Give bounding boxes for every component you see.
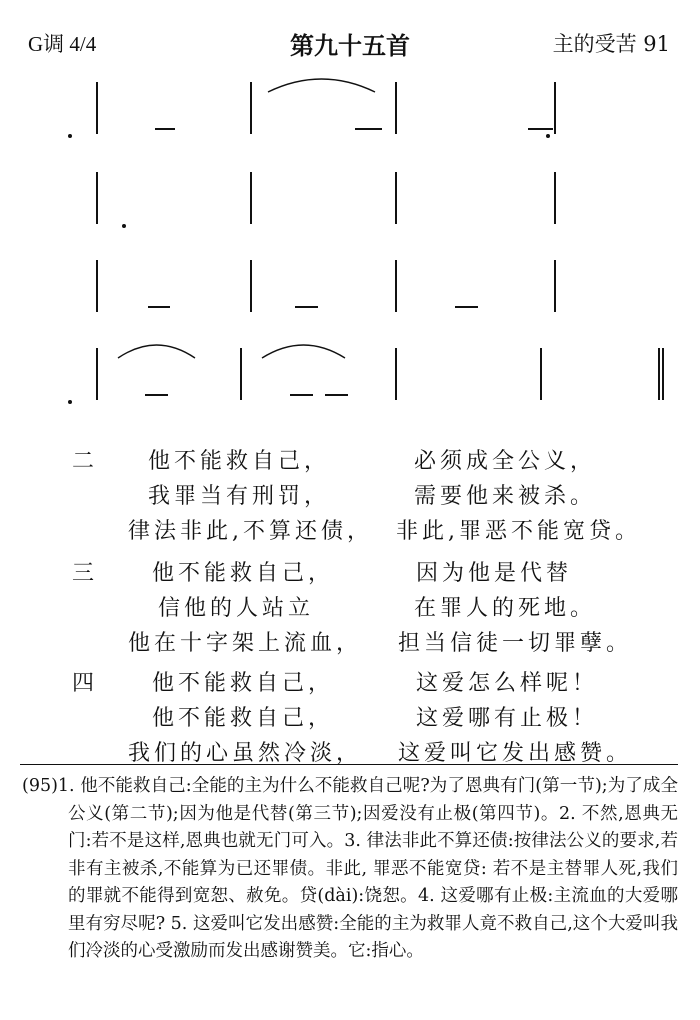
eighth-underline — [148, 306, 170, 308]
barline — [554, 260, 556, 312]
barline — [96, 172, 98, 224]
verse-line: 信他的人站立 — [158, 596, 315, 621]
verse-line: 他不能救自己， — [148, 449, 331, 474]
eighth-underline — [355, 128, 382, 130]
verse-line: 这爱哪有止极！ — [416, 706, 599, 731]
footnote-text: (95)1. 他不能救自己:全能的主为什么不能救自己呢?为了恩典有门(第一节);为了成全公义(第二节);因为他是代替(第三节);因爱没有止极(第四节)。2. 不然,恩典无门:若不是这样,恩典也就无门可入。3. 律法非此不算还债:按律法公义的要求,若非有主被杀,不能算为已还罪债。非此, 罪恶不能宽贷: 若不是主替罪人死,我们的罪就不能得到宽恕、赦免。贷(dài):饶恕。4. 这爱哪有止极:主流血的大爱哪里有穷尽呢? 5. 这爱叫它发出感赞:全能的主为救罪人竟不救自己,这个大爱叫我们冷淡的心受激励而发出感谢赞美。它:指心。 — [22, 776, 678, 961]
verse-line: 他不能救自己， — [152, 561, 335, 586]
verse-line: 非此,罪恶不能宽贷。 — [396, 519, 641, 544]
barline — [662, 348, 664, 400]
verse-line: 律法非此,不算还债， — [128, 519, 373, 544]
barline — [658, 348, 660, 400]
eighth-underline — [155, 128, 175, 130]
verse-number: 四 — [72, 671, 95, 696]
barline — [554, 82, 556, 134]
eighth-underline — [455, 306, 478, 308]
barline — [395, 348, 397, 400]
lower-octave-dot — [68, 134, 72, 138]
verse-line: 他不能救自己， — [152, 671, 335, 696]
verse-line: 因为他是代替 — [416, 561, 573, 586]
verse-line: 担当信徒一切罪孽。 — [398, 631, 633, 656]
verse-line: 他在十字架上流血， — [128, 631, 363, 656]
verse-number: 三 — [72, 561, 95, 586]
verse-line: 在罪人的死地。 — [414, 596, 597, 621]
barline — [395, 260, 397, 312]
slur — [262, 345, 345, 358]
verse-line: 他不能救自己， — [152, 706, 335, 731]
barline — [250, 82, 252, 134]
verse-line: 我罪当有刑罚， — [148, 484, 331, 509]
key-time-signature: G调 4/4 — [28, 32, 97, 56]
barline — [240, 348, 242, 400]
verse-number: 二 — [72, 449, 95, 474]
barline — [395, 82, 397, 134]
slur-layer — [0, 0, 700, 440]
eighth-underline — [295, 306, 318, 308]
footnotes — [20, 764, 678, 966]
lower-octave-dot — [546, 134, 550, 138]
barline — [250, 172, 252, 224]
hymn-title: 第九十五首 — [290, 32, 410, 60]
verse-line: 需要他来被杀。 — [414, 484, 597, 509]
eighth-underline — [145, 394, 168, 396]
verse-line: 必须成全公义， — [414, 449, 597, 474]
barline — [395, 172, 397, 224]
slur — [118, 345, 195, 358]
barline — [554, 172, 556, 224]
barline — [250, 260, 252, 312]
eighth-underline — [528, 128, 553, 130]
eighth-underline — [290, 394, 313, 396]
verse-line: 我们的心虽然冷淡， — [128, 741, 363, 766]
barline — [96, 82, 98, 134]
barline — [540, 348, 542, 400]
eighth-underline — [325, 394, 348, 396]
slur — [268, 79, 375, 92]
lower-octave-dot — [122, 224, 126, 228]
verse-line: 这爱叫它发出感赞。 — [398, 741, 633, 766]
lower-octave-dot — [68, 400, 72, 404]
hymn-source: 主的受苦 91 — [552, 32, 670, 56]
barline — [96, 260, 98, 312]
barline — [96, 348, 98, 400]
verse-line: 这爱怎么样呢！ — [416, 671, 599, 696]
